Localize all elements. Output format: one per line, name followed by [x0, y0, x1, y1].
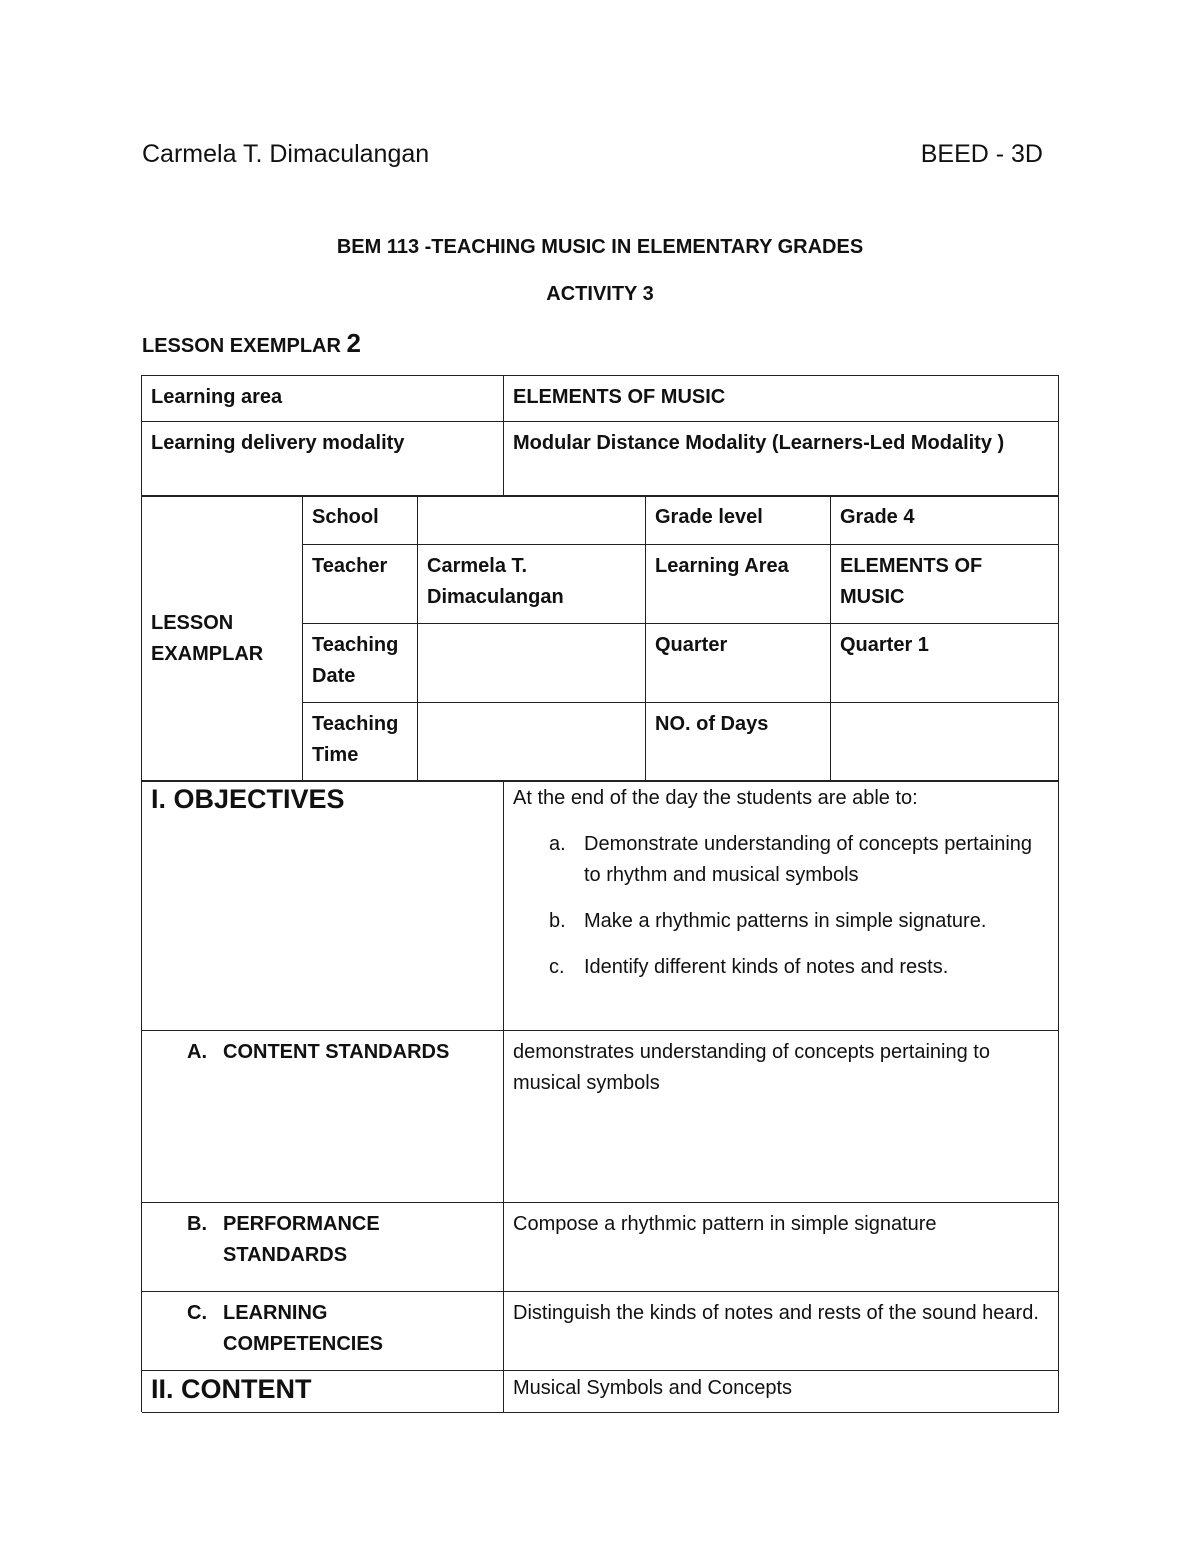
learning-area-label: Learning area: [142, 376, 504, 422]
objectives-heading-cell: [142, 781, 504, 1031]
school-value: [418, 496, 646, 545]
school-label: School: [303, 496, 418, 545]
objectives-table: [141, 780, 1059, 1412]
performance-standards-letter: B.: [187, 1213, 207, 1235]
teaching-date-label: Teaching Date: [303, 624, 418, 703]
objective-item: [513, 829, 1049, 891]
teaching-time-label: Teaching Time: [303, 703, 418, 782]
teaching-time-value: [418, 703, 646, 782]
course-title: BEM 113 -TEACHING MUSIC IN ELEMENTARY GRADES: [336, 236, 864, 258]
class-section: BEED - 3D: [920, 140, 1043, 168]
grade-level-value: Grade 4: [831, 496, 1059, 545]
content-standards-value: demonstrates understanding of concepts pertaining to musical symbols: [504, 1031, 1059, 1203]
teacher-label: Teacher: [303, 545, 418, 624]
student-name: Carmela T. Dimaculangan: [142, 140, 430, 168]
quarter-label: Quarter: [646, 624, 831, 703]
objectives-intro: At the end of the day the students are able to:: [513, 787, 918, 809]
objective-text: Identify different kinds of notes and rests.: [584, 956, 949, 978]
objectives-heading: I. OBJECTIVES: [151, 784, 345, 814]
teacher-value: Carmela T. Dimaculangan: [418, 545, 646, 624]
objective-marker: b.: [549, 910, 566, 932]
content-standards-letter: A.: [187, 1041, 207, 1063]
content-heading-cell: [142, 1371, 504, 1413]
objectives-body: [504, 781, 1059, 1031]
objective-text: Make a rhythmic patterns in simple signature.: [584, 910, 987, 932]
delivery-modality-value: Modular Distance Modality (Learners-Led Modality ): [504, 422, 1059, 497]
performance-standards-value: Compose a rhythmic pattern in simple signature: [504, 1203, 1059, 1292]
learning-competencies-label-cell: [142, 1292, 504, 1371]
learning-competencies-letter: C.: [187, 1302, 207, 1324]
teaching-date-value: [418, 624, 646, 703]
content-value: Musical Symbols and Concepts: [504, 1371, 1059, 1413]
exemplar-label: LESSON EXEMPLAR: [142, 335, 341, 357]
summary-table: [141, 375, 1059, 496]
exemplar-heading: [142, 328, 361, 359]
learning-competencies-value: Distinguish the kinds of notes and rests of the sound heard.: [504, 1292, 1059, 1371]
quarter-value: Quarter 1: [831, 624, 1059, 703]
grade-level-label: Grade level: [646, 496, 831, 545]
learning-area-detail-value: ELEMENTS OF MUSIC: [831, 545, 1059, 624]
objective-item: [513, 906, 1049, 937]
content-standards-label-cell: [142, 1031, 504, 1203]
activity-title: ACTIVITY 3: [546, 283, 654, 305]
content-standards-label: CONTENT STANDARDS: [223, 1041, 450, 1063]
learning-competencies-label: LEARNING COMPETENCIES: [223, 1302, 384, 1355]
lesson-exemplar-block-label: [142, 496, 303, 782]
objective-marker: a.: [549, 833, 566, 855]
lesson-details-table: [141, 495, 1059, 781]
lesson-exemplar-text: LESSON EXAMPLAR: [151, 611, 264, 665]
learning-area-detail-label: Learning Area: [646, 545, 831, 624]
performance-standards-label: PERFORMANCE STANDARDS: [223, 1213, 380, 1266]
exemplar-number: 2: [346, 328, 361, 358]
objectives-list: [513, 829, 1049, 983]
delivery-modality-label: Learning delivery modality: [142, 422, 504, 497]
content-heading: II. CONTENT: [151, 1374, 312, 1404]
days-value: [831, 703, 1059, 782]
performance-standards-label-cell: [142, 1203, 504, 1292]
objective-marker: c.: [549, 956, 565, 978]
objective-text: Demonstrate understanding of concepts pertaining to rhythm and musical symbols: [584, 833, 1033, 886]
learning-area-value: ELEMENTS OF MUSIC: [504, 376, 1059, 422]
days-label: NO. of Days: [646, 703, 831, 782]
objective-item: [513, 952, 1049, 983]
